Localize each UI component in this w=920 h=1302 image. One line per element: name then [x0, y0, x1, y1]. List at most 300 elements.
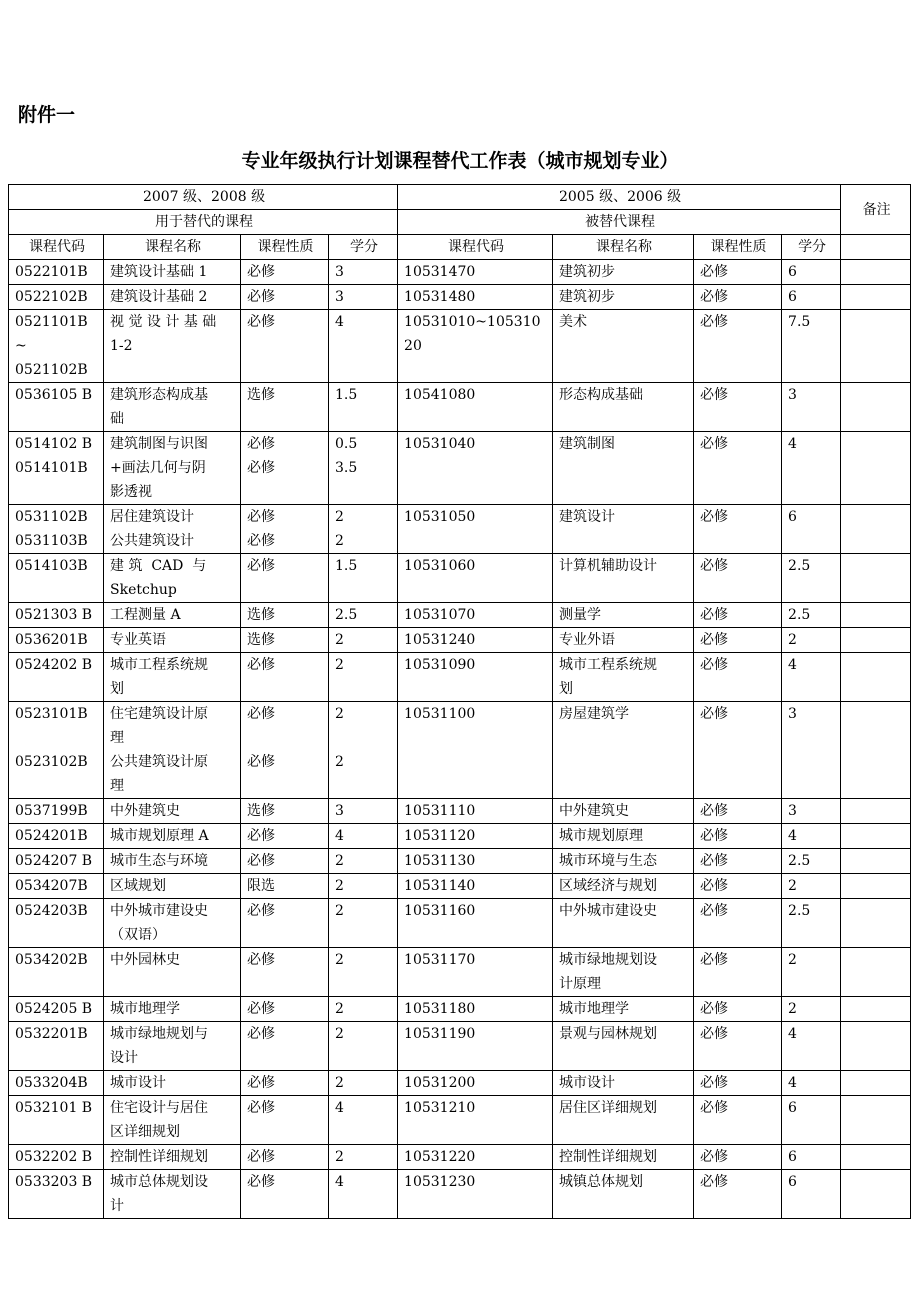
cell-text: 0524207 B — [15, 853, 93, 869]
course-type — [241, 603, 329, 628]
cell-text: 3 — [335, 289, 344, 305]
old-course-name — [553, 899, 694, 948]
course-type — [241, 1096, 329, 1145]
cell-text: 10531470 — [404, 264, 476, 280]
old-course-name — [553, 653, 694, 702]
cell-text: 4 — [335, 1174, 344, 1190]
cell-text: 专业外语 — [559, 632, 616, 648]
cell-text: 区详细规划 — [110, 1124, 180, 1140]
course-type — [241, 799, 329, 824]
remark-cell — [841, 653, 911, 702]
cell-text: 4 — [788, 436, 797, 452]
old-course-code — [398, 1145, 553, 1170]
course-type — [241, 383, 329, 432]
cell-text: 1-2 — [110, 338, 133, 354]
cell-text: 10531480 — [404, 289, 476, 305]
cell-text: 10531140 — [404, 878, 476, 894]
cell-text: 城镇总体规划 — [559, 1174, 644, 1190]
cell-text: 0532101 B — [15, 1100, 93, 1116]
old-course-type — [694, 702, 782, 799]
credit — [329, 603, 398, 628]
cell-text: 4 — [335, 1100, 344, 1116]
old-course-name — [553, 799, 694, 824]
old-course-name — [553, 505, 694, 554]
col-header-name: 课程名称 — [104, 235, 241, 260]
cell-text: 10531100 — [404, 706, 476, 722]
cell-text: 计算机辅助设计 — [559, 558, 658, 574]
document-title: 专业年级执行计划课程替代工作表（城市规划专业） — [241, 150, 679, 172]
cell-text: 3 — [788, 706, 797, 722]
course-code — [9, 702, 104, 799]
cell-text: 2 — [335, 706, 344, 722]
cell-text: 10541080 — [404, 387, 476, 403]
course-name — [104, 653, 241, 702]
cell-text: 划 — [559, 681, 574, 697]
course-code — [9, 1022, 104, 1071]
old-course-name — [553, 997, 694, 1022]
remark-cell — [841, 874, 911, 899]
course-type — [241, 285, 329, 310]
old-course-type — [694, 1096, 782, 1145]
cell-text: 建筑初步 — [559, 289, 616, 305]
cell-text: 0524202 B — [15, 657, 93, 673]
course-type — [241, 653, 329, 702]
cell-text: 0533203 B — [15, 1174, 93, 1190]
course-type — [241, 899, 329, 948]
old-course-type — [694, 1170, 782, 1219]
course-code — [9, 603, 104, 628]
old-credit — [782, 285, 841, 310]
old-course-code — [398, 702, 553, 799]
table-row — [9, 260, 911, 285]
remark-cell — [841, 1022, 911, 1071]
remark-cell — [841, 628, 911, 653]
credit — [329, 1170, 398, 1219]
cell-text: 必修 — [700, 289, 729, 305]
cell-text: 城市设计 — [110, 1075, 166, 1091]
credit — [329, 628, 398, 653]
course-code — [9, 554, 104, 603]
cell-text: 选修 — [247, 632, 275, 648]
credit — [329, 432, 398, 505]
table-row — [9, 874, 911, 899]
cell-text: 0522101B — [15, 264, 88, 280]
old-course-code — [398, 1096, 553, 1145]
old-course-type — [694, 260, 782, 285]
cell-text: 选修 — [247, 387, 275, 403]
old-credit — [782, 383, 841, 432]
cell-text: （双语） — [110, 927, 166, 943]
table-row — [9, 1022, 911, 1071]
old-credit — [782, 1145, 841, 1170]
cell-text: 控制性详细规划 — [110, 1149, 208, 1165]
subheader-substitute-courses: 用于替代的课程 — [9, 210, 398, 235]
cell-text: 必修 — [700, 803, 729, 819]
cell-text: 6 — [788, 1149, 797, 1165]
old-credit — [782, 505, 841, 554]
old-course-code — [398, 849, 553, 874]
col-header-old-code: 课程代码 — [398, 235, 553, 260]
old-credit — [782, 1071, 841, 1096]
remark-cell — [841, 799, 911, 824]
course-name — [104, 799, 241, 824]
cell-text: 必修 — [247, 828, 275, 844]
cell-text: 1.5 — [335, 558, 358, 574]
cell-text: 7.5 — [788, 314, 811, 330]
table-row — [9, 1096, 911, 1145]
cell-text: 0531102B — [15, 509, 88, 525]
course-type — [241, 310, 329, 383]
table-row — [9, 310, 911, 383]
table-row — [9, 505, 911, 554]
cell-text: 10531040 — [404, 436, 476, 452]
cell-text: 0514103B — [15, 558, 88, 574]
credit — [329, 383, 398, 432]
old-credit — [782, 899, 841, 948]
credit — [329, 799, 398, 824]
cell-text: 城市规划原理 — [559, 828, 644, 844]
old-course-name — [553, 1145, 694, 1170]
course-name — [104, 628, 241, 653]
table-row — [9, 653, 911, 702]
cell-text: 城市规划原理 A — [110, 828, 209, 844]
credit — [329, 1145, 398, 1170]
cell-text: 2 — [335, 1026, 344, 1042]
cell-text: 城市总体规划设 — [110, 1174, 208, 1190]
credit — [329, 702, 398, 799]
col-header-type: 课程性质 — [241, 235, 329, 260]
old-course-code — [398, 432, 553, 505]
cell-text: 必修 — [700, 314, 729, 330]
cell-text: 必修 — [700, 558, 729, 574]
remark-cell — [841, 1170, 911, 1219]
old-course-type — [694, 310, 782, 383]
old-course-code — [398, 874, 553, 899]
course-code — [9, 948, 104, 997]
old-course-name — [553, 1022, 694, 1071]
course-code — [9, 824, 104, 849]
table-row — [9, 824, 911, 849]
old-course-type — [694, 1022, 782, 1071]
old-course-type — [694, 432, 782, 505]
old-credit — [782, 997, 841, 1022]
cell-text: 必修 — [700, 878, 729, 894]
cell-text: 6 — [788, 264, 797, 280]
course-type — [241, 1170, 329, 1219]
cell-text: 6 — [788, 1100, 797, 1116]
old-credit — [782, 653, 841, 702]
course-code — [9, 260, 104, 285]
cell-text: 必修 — [247, 1100, 275, 1116]
old-course-name — [553, 824, 694, 849]
cell-text: 选修 — [247, 607, 275, 623]
cell-text: 2 — [335, 1149, 344, 1165]
cell-text: 住宅建筑设计原 — [110, 706, 208, 722]
cell-text: 视 觉 设 计 基 础 — [110, 314, 217, 330]
cell-text: 必修 — [247, 903, 275, 919]
cell-text: 必修 — [700, 1149, 729, 1165]
old-credit — [782, 824, 841, 849]
cell-text: 4 — [788, 1075, 797, 1091]
credit — [329, 948, 398, 997]
course-name — [104, 310, 241, 383]
course-name — [104, 432, 241, 505]
old-credit — [782, 874, 841, 899]
credit — [329, 505, 398, 554]
old-course-code — [398, 1022, 553, 1071]
old-course-type — [694, 874, 782, 899]
column-header-row — [9, 235, 911, 260]
remark-cell — [841, 603, 911, 628]
old-course-code — [398, 285, 553, 310]
cell-text: 选修 — [247, 803, 275, 819]
cell-text: 公共建筑设计 — [110, 533, 194, 549]
cell-text: 3.5 — [335, 460, 358, 476]
course-type — [241, 948, 329, 997]
remark-cell — [841, 554, 911, 603]
table-row — [9, 899, 911, 948]
cell-text: 10531110 — [404, 803, 476, 819]
cell-text: 区域经济与规划 — [559, 878, 658, 894]
cell-text: 必修 — [247, 657, 275, 673]
table-row — [9, 702, 911, 799]
remark-cell — [841, 702, 911, 799]
cell-text: 必修 — [247, 952, 275, 968]
old-credit — [782, 603, 841, 628]
cell-text: 必修 — [700, 706, 729, 722]
remark-cell — [841, 948, 911, 997]
remark-cell — [841, 824, 911, 849]
cell-text: 0.5 — [335, 436, 358, 452]
table-row — [9, 799, 911, 824]
credit — [329, 1022, 398, 1071]
course-name — [104, 849, 241, 874]
old-credit — [782, 1170, 841, 1219]
cell-text: 2 — [335, 533, 344, 549]
cell-text: 必修 — [247, 314, 275, 330]
course-code — [9, 1096, 104, 1145]
old-course-type — [694, 628, 782, 653]
course-code — [9, 653, 104, 702]
course-name — [104, 603, 241, 628]
course-type — [241, 432, 329, 505]
course-name — [104, 554, 241, 603]
cell-text: 必修 — [700, 632, 729, 648]
course-type — [241, 554, 329, 603]
cell-text: 0532202 B — [15, 1149, 93, 1165]
cell-text: 住宅设计与居住 — [110, 1100, 208, 1116]
old-course-name — [553, 702, 694, 799]
cell-text: 居住建筑设计 — [110, 509, 194, 525]
cell-text: 10531050 — [404, 509, 476, 525]
remark-header: 备注 — [841, 185, 911, 235]
cell-text: 必修 — [247, 436, 275, 452]
course-name — [104, 824, 241, 849]
course-type — [241, 824, 329, 849]
cell-text: 理 — [110, 778, 124, 794]
cell-text: 2.5 — [788, 607, 811, 623]
subheader-replaced-courses: 被替代课程 — [398, 210, 841, 235]
cell-text: 10531240 — [404, 632, 476, 648]
old-course-name — [553, 849, 694, 874]
course-code — [9, 874, 104, 899]
cell-text: 2 — [788, 952, 797, 968]
cell-text — [335, 726, 393, 750]
cell-text: 6 — [788, 509, 797, 525]
cell-text: 城市设计 — [559, 1075, 616, 1091]
cell-text: 础 — [110, 411, 124, 427]
cell-text: 2 — [788, 632, 797, 648]
table-row — [9, 1071, 911, 1096]
course-name — [104, 997, 241, 1022]
table-row — [9, 554, 911, 603]
cell-text: 0523102B — [15, 754, 88, 770]
cell-text: 必修 — [700, 1174, 729, 1190]
cell-text: 0537199B — [15, 803, 88, 819]
cell-text: 10531090 — [404, 657, 476, 673]
old-course-name — [553, 1096, 694, 1145]
course-code — [9, 997, 104, 1022]
old-course-code — [398, 997, 553, 1022]
cell-text: 中外建筑史 — [110, 803, 180, 819]
old-course-name — [553, 383, 694, 432]
cell-text: 10531180 — [404, 1001, 476, 1017]
old-course-type — [694, 849, 782, 874]
old-course-code — [398, 1170, 553, 1219]
cell-text: 必修 — [700, 607, 729, 623]
cell-text: 建筑设计基础 1 — [110, 264, 208, 280]
cell-text: 居住区详细规划 — [559, 1100, 658, 1116]
course-code — [9, 1071, 104, 1096]
old-course-name — [553, 260, 694, 285]
cell-text: 必修 — [247, 853, 275, 869]
cell-text: 10531060 — [404, 558, 476, 574]
cell-text: 4 — [788, 1026, 797, 1042]
old-credit — [782, 948, 841, 997]
course-name — [104, 260, 241, 285]
cell-text: 必修 — [247, 1001, 275, 1017]
cell-text: 中外城市建设史 — [559, 903, 658, 919]
cell-text: 0534202B — [15, 952, 88, 968]
cell-text: 建 筑 CAD 与 — [110, 558, 207, 574]
old-course-type — [694, 1071, 782, 1096]
cell-text: 10531170 — [404, 952, 476, 968]
cell-text: 0531103B — [15, 533, 88, 549]
attachment-label: 附件一 — [18, 104, 76, 126]
old-course-type — [694, 603, 782, 628]
cell-text: 工程测量 A — [110, 607, 181, 623]
old-credit — [782, 702, 841, 799]
credit — [329, 849, 398, 874]
cell-text: 建筑形态构成基 — [110, 387, 208, 403]
course-code — [9, 432, 104, 505]
course-name — [104, 1022, 241, 1071]
cell-text: 必修 — [700, 657, 729, 673]
cell-text: 必修 — [247, 1026, 275, 1042]
cell-text: 4 — [335, 314, 344, 330]
course-name — [104, 1170, 241, 1219]
cell-text: 建筑初步 — [559, 264, 616, 280]
credit — [329, 1071, 398, 1096]
cell-text: 区域规划 — [110, 878, 166, 894]
table-row — [9, 849, 911, 874]
cell-text: 0534207B — [15, 878, 88, 894]
credit — [329, 899, 398, 948]
cell-text: +画法几何与阴 — [110, 460, 206, 476]
course-code — [9, 383, 104, 432]
credit — [329, 310, 398, 383]
cell-text: 理 — [110, 730, 124, 746]
credit — [329, 1096, 398, 1145]
cell-text — [247, 726, 324, 750]
cell-text: 建筑设计 — [559, 509, 616, 525]
cell-text: 测量学 — [559, 607, 602, 623]
cell-text: 必修 — [700, 264, 729, 280]
cell-text: 10531200 — [404, 1075, 476, 1091]
cell-text: 划 — [110, 681, 124, 697]
old-credit — [782, 628, 841, 653]
cell-text: 建筑制图与识图 — [110, 436, 208, 452]
table-row — [9, 948, 911, 997]
cell-text: 4 — [788, 657, 797, 673]
course-substitution-table — [8, 184, 911, 1219]
group-header-right: 2005 级、2006 级 — [398, 185, 841, 210]
old-course-code — [398, 554, 553, 603]
col-header-remark-blank — [841, 235, 911, 260]
cell-text: 2 — [335, 754, 344, 770]
table-row — [9, 603, 911, 628]
cell-text: 0536201B — [15, 632, 88, 648]
cell-text: 3 — [788, 803, 797, 819]
cell-text: 0514101B — [15, 460, 88, 476]
remark-cell — [841, 505, 911, 554]
remark-cell — [841, 432, 911, 505]
course-code — [9, 849, 104, 874]
cell-text — [15, 726, 99, 750]
cell-text: 10531230 — [404, 1174, 476, 1190]
cell-text: 限选 — [247, 878, 275, 894]
cell-text: 城市地理学 — [110, 1001, 180, 1017]
col-header-credit: 学分 — [329, 235, 398, 260]
old-course-name — [553, 628, 694, 653]
cell-text: 城市工程系统规 — [559, 657, 658, 673]
old-course-type — [694, 948, 782, 997]
cell-text: 必修 — [700, 853, 729, 869]
old-course-type — [694, 653, 782, 702]
cell-text: 必修 — [700, 509, 729, 525]
table-row — [9, 1170, 911, 1219]
old-course-code — [398, 899, 553, 948]
course-code — [9, 628, 104, 653]
cell-text: 10531120 — [404, 828, 476, 844]
old-course-code — [398, 603, 553, 628]
old-course-code — [398, 505, 553, 554]
cell-text: 2 — [335, 632, 344, 648]
cell-text: 景观与园林规划 — [559, 1026, 658, 1042]
course-name — [104, 1071, 241, 1096]
old-credit — [782, 432, 841, 505]
cell-text: 城市绿地规划与 — [110, 1026, 208, 1042]
course-name — [104, 874, 241, 899]
old-course-name — [553, 1071, 694, 1096]
cell-text: 必修 — [247, 289, 275, 305]
old-course-name — [553, 554, 694, 603]
cell-text: 必修 — [700, 828, 729, 844]
old-course-type — [694, 799, 782, 824]
course-name — [104, 1096, 241, 1145]
course-type — [241, 702, 329, 799]
cell-text: 2 — [335, 657, 344, 673]
